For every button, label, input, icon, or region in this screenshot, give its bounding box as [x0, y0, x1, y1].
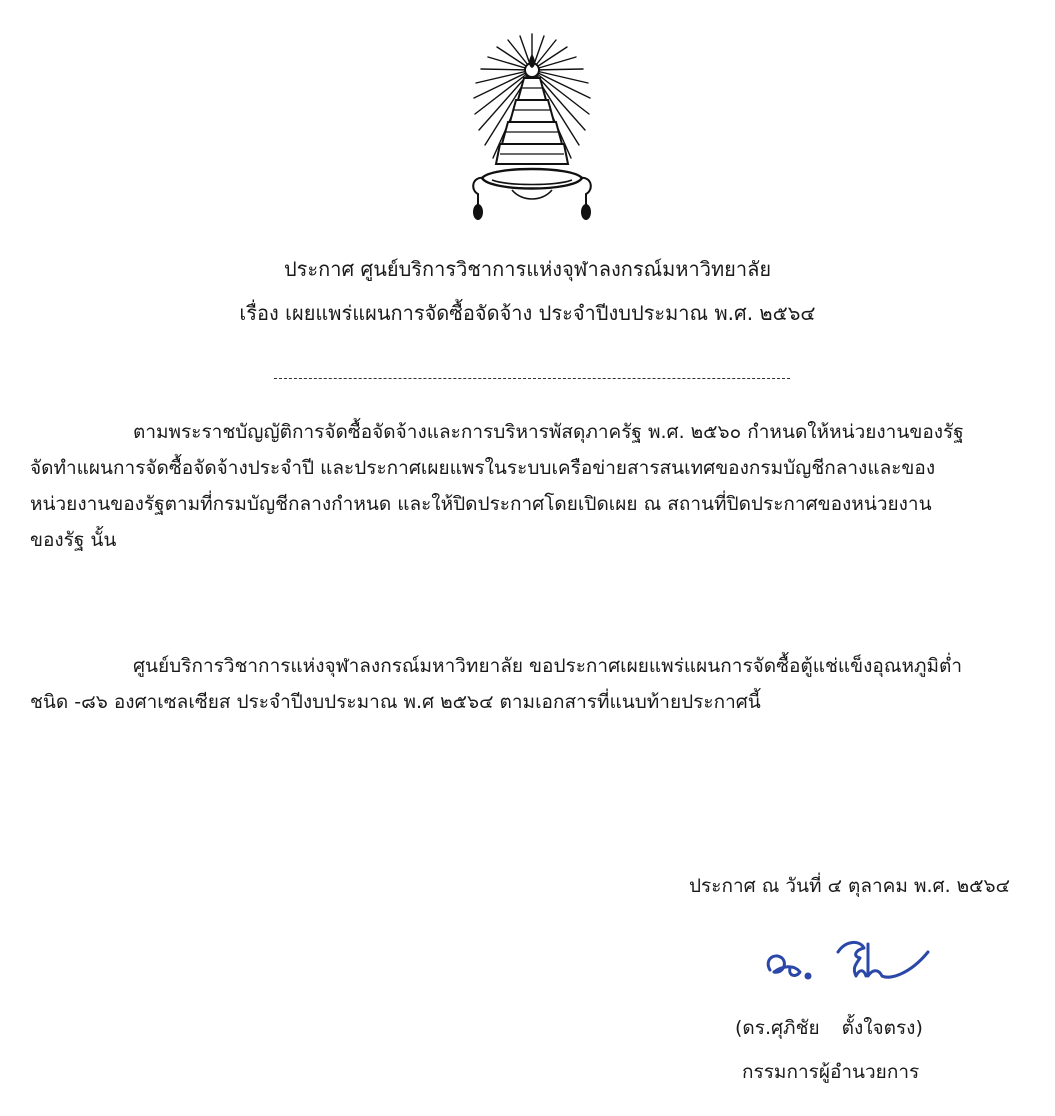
handwritten-signature [760, 930, 940, 990]
announcement-title: ประกาศ ศูนย์บริการวิชาการแห่งจุฬาลงกรณ์มหาวิทยาลัย [283, 257, 772, 281]
announcement-subject: เรื่อง เผยแพร่แผนการจัดซื้อจัดจ้าง ประจำปีงบประมาณ พ.ศ. ๒๕๖๔ [239, 301, 816, 325]
signer-name-part: (ดร.ศุภิชัย [735, 1017, 820, 1039]
paragraph-line: จัดทำแผนการจัดซื้อจัดจ้างประจำปี และประกาศเผยแพรในระบบเครือข่ายสารสนเทศของกรมบัญชีกลางและของ [30, 457, 936, 479]
paragraph-line: ชนิด -๘๖ องศาเซลเซียส ประจำปีงบประมาณ พ.ศ ๒๕๖๔ ตามเอกสารที่แนบท้ายประกาศนี้ [30, 691, 761, 713]
signer-name [735, 1014, 923, 1042]
paragraph-line: ตามพระราชบัญญัติการจัดซื้อจัดจ้างและการบริหารพัสดุภาครัฐ พ.ศ. ๒๕๖๐ กำหนดให้หน่วยงานของรัฐ [133, 421, 964, 443]
signer-title: กรรมการผู้อำนวยการ [742, 1061, 920, 1083]
announcement-date: ประกาศ ณ วันที่ ๔ ตุลาคม พ.ศ. ๒๕๖๔ [688, 875, 1010, 897]
body-paragraph-2 [30, 648, 1035, 720]
body-paragraph-1 [30, 414, 1035, 558]
paragraph-line: หน่วยงานของรัฐตามที่กรมบัญชีกลางกำหนด และให้ปิดประกาศโดยเปิดเผย ณ สถานที่ปิดประกาศของหน่วยงาน [30, 493, 932, 515]
dashed-separator [274, 378, 790, 379]
chulalongkorn-phra-kiao-emblem-icon [462, 30, 602, 228]
signer-name-part: ตั้งใจตรง) [841, 1017, 923, 1039]
paragraph-line: ของรัฐ นั้น [30, 529, 117, 551]
paragraph-line: ศูนย์บริการวิชาการแห่งจุฬาลงกรณ์มหาวิทยาลัย ขอประกาศเผยแพร่แผนการจัดซื้อตู้แช่แข็งอุณหภูมิต่ำ [133, 655, 963, 677]
